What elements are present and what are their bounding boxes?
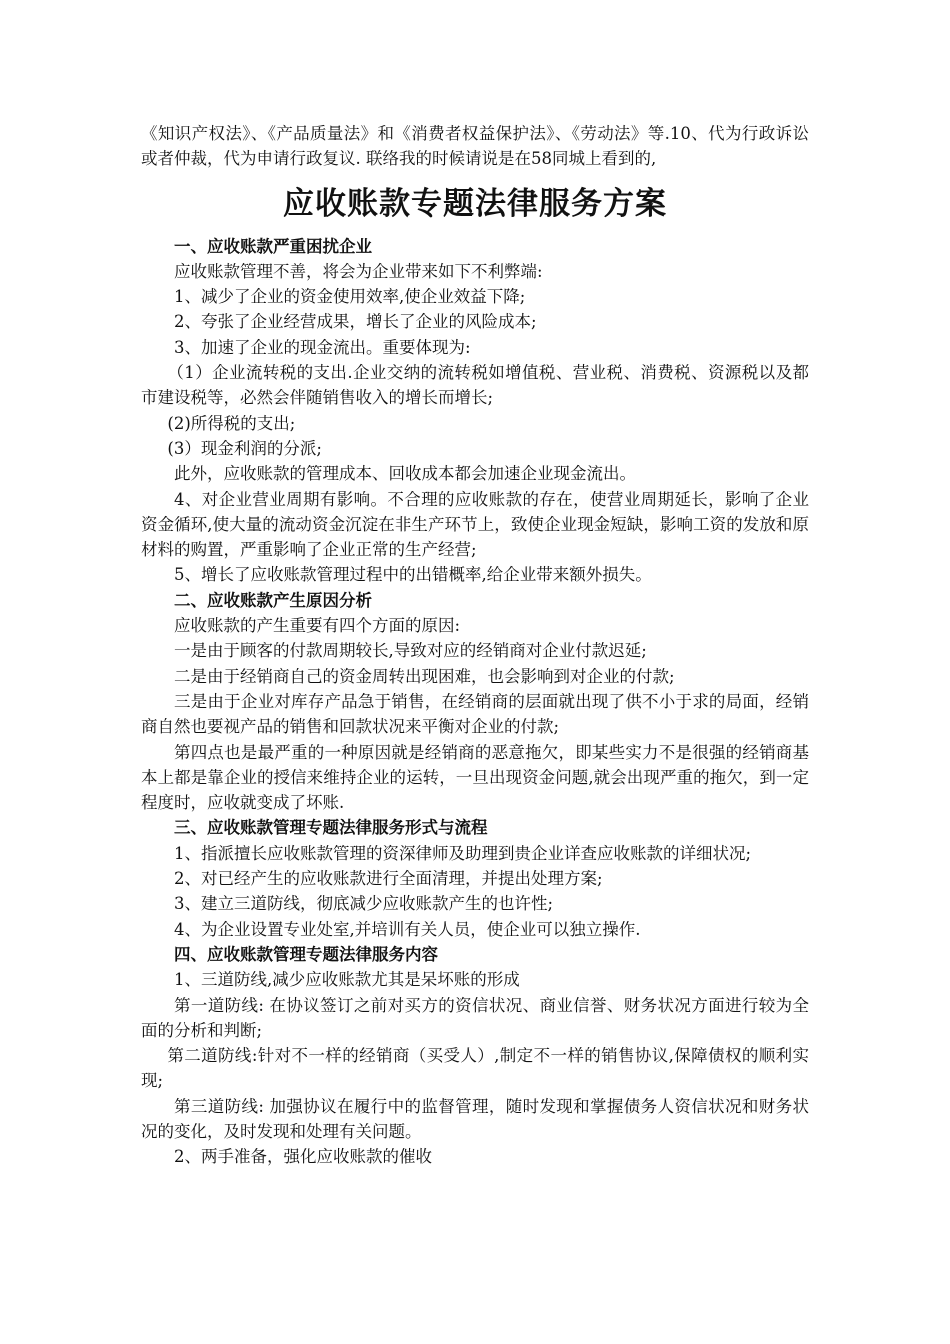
paragraph: 4、为企业设置专业处室,并培训有关人员，使企业可以独立操作. — [174, 919, 641, 939]
paragraph: 3、建立三道防线，彻底减少应收账款产生的也许性; — [174, 894, 554, 914]
section-heading-1: 一、应收账款严重困扰企业 — [174, 236, 372, 256]
intro-paragraph: 《知识产权法》、《产品质量法》和《消费者权益保护法》、《劳动法》等.10、代为行政诉讼或者仲裁，代为申请行政复议. 联络我的时候请说是在58同城上看到的, — [141, 124, 809, 169]
paragraph: 5、增长了应收账款管理过程中的出错概率,给企业带来额外损失。 — [174, 565, 652, 585]
section-heading-2: 二、应收账款产生原因分析 — [174, 590, 372, 610]
paragraph: 第一道防线: 在协议签订之前对买方的资信状况、商业信誉、财务状况方面进行较为全面的分析和判断; — [141, 995, 809, 1040]
section-heading-3: 三、应收账款管理专题法律服务形式与流程 — [174, 818, 488, 838]
paragraph: (2)所得税的支出; — [167, 413, 296, 433]
paragraph: 三是由于企业对库存产品急于销售，在经销商的层面就出现了供不小于求的局面，经销商自然也要视产品的销售和回款状况来平衡对企业的付款; — [141, 691, 809, 737]
page-title: 应收账款专题法律服务方案 — [283, 185, 667, 222]
paragraph: 2、对已经产生的应收账款进行全面清理，并提出处理方案; — [174, 869, 603, 889]
paragraph: 3、加速了企业的现金流出。重要体现为: — [174, 337, 471, 357]
paragraph: 应收账款管理不善，将会为企业带来如下不利弊端: — [174, 261, 543, 281]
paragraph: (3）现金利润的分派; — [167, 438, 322, 458]
paragraph: （1）企业流转税的支出.企业交纳的流转税如增值税、营业税、消费税、资源税以及都市建设税等，必然会伴随销售收入的增长而增长; — [141, 363, 809, 408]
paragraph: 4、对企业营业周期有影响。不合理的应收账款的存在，使营业周期延长，影响了企业资金循环,使大量的流动资金沉淀在非生产环节上，致使企业现金短缺，影响工资的发放和原材料的购置，严重影响了企业正常的生产经营; — [141, 489, 809, 560]
paragraph: 第三道防线: 加强协议在履行中的监督管理，随时发现和掌握债务人资信状况和财务状况的变化，及时发现和处理有关问题。 — [141, 1096, 809, 1141]
paragraph: 第二道防线:针对不一样的经销商（买受人）,制定不一样的销售协议,保障债权的顺利实现; — [141, 1046, 809, 1091]
paragraph: 2、夸张了企业经营成果，增长了企业的风险成本; — [174, 312, 537, 332]
paragraph: 应收账款的产生重要有四个方面的原因: — [174, 616, 461, 636]
paragraph: 此外，应收账款的管理成本、回收成本都会加速企业现金流出。 — [174, 464, 636, 484]
document-page — [141, 121, 809, 1170]
paragraph: 第四点也是最严重的一种原因就是经销商的恶意拖欠，即某些实力不是很强的经销商基本上都是靠企业的授信来维持企业的运转，一旦出现资金问题,就会出现严重的拖欠，到一定程度时，应收就变成了坏账. — [141, 742, 809, 813]
paragraph: 二是由于经销商自己的资金周转出现困难，也会影响到对企业的付款; — [174, 666, 675, 686]
section-heading-4: 四、应收账款管理专题法律服务内容 — [174, 944, 438, 964]
paragraph: 一是由于顾客的付款周期较长,导致对应的经销商对企业付款迟延; — [174, 641, 647, 661]
paragraph: 1、三道防线,减少应收账款尤其是呆坏账的形成 — [174, 970, 520, 990]
paragraph: 1、指派擅长应收账款管理的资深律师及助理到贵企业详查应收账款的详细状况; — [174, 843, 752, 863]
paragraph: 1、减少了企业的资金使用效率,使企业效益下降; — [174, 287, 526, 307]
paragraph: 2、两手准备，强化应收账款的催收 — [174, 1147, 432, 1167]
